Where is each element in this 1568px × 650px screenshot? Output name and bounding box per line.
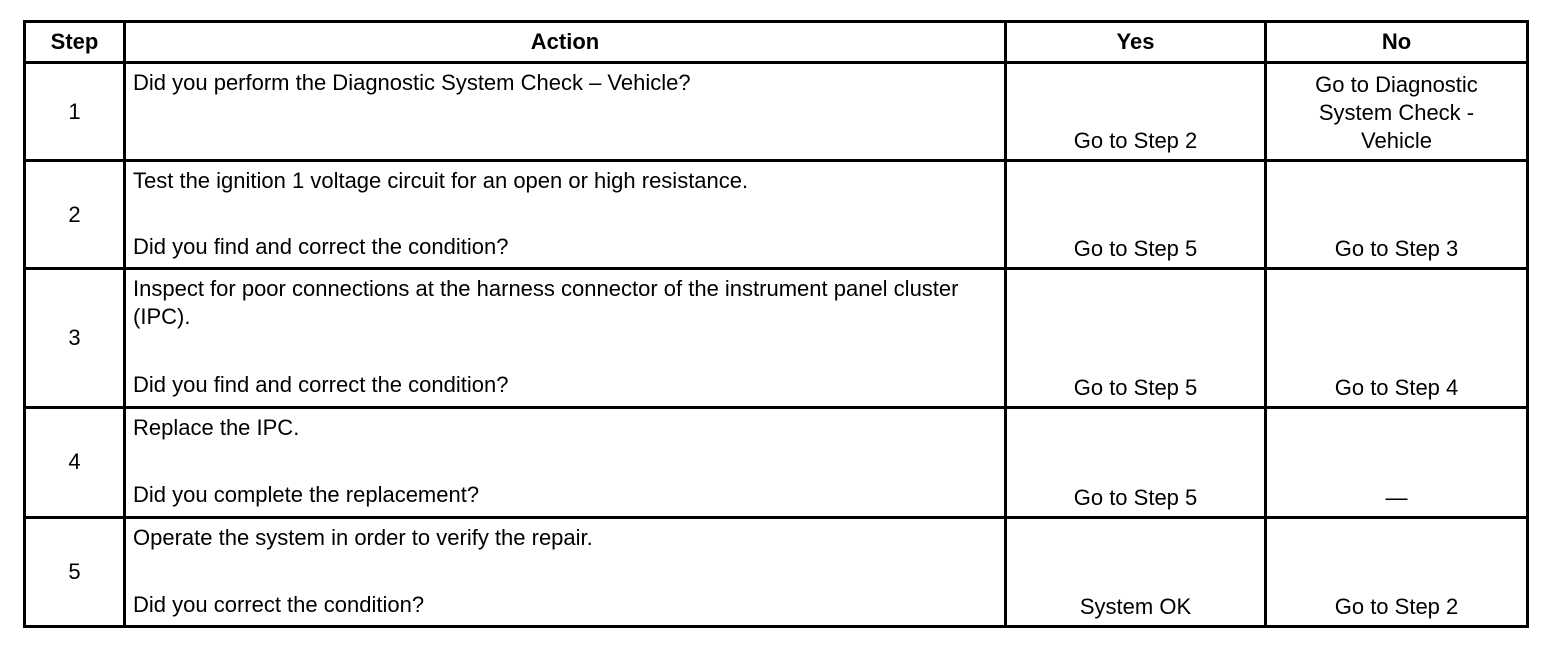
no-result: — xyxy=(1266,408,1528,517)
action-question: Did you find and correct the condition? xyxy=(133,372,509,398)
table-row xyxy=(25,269,1528,408)
action-text: Replace the IPC. xyxy=(133,415,300,441)
action-question: Did you complete the replacement? xyxy=(133,482,480,508)
action-cell xyxy=(125,408,1006,517)
diagnostic-table xyxy=(23,20,1529,628)
step-number: 5 xyxy=(25,517,125,626)
action-text: Operate the system in order to verify the repair. xyxy=(133,524,593,550)
no-result: Go to Step 2 xyxy=(1266,517,1528,626)
yes-result: Go to Step 5 xyxy=(1006,408,1266,517)
action-cell xyxy=(125,269,1006,408)
header-yes: Yes xyxy=(1006,22,1266,63)
yes-result: Go to Step 2 xyxy=(1006,63,1266,161)
step-number: 2 xyxy=(25,161,125,269)
yes-result: Go to Step 5 xyxy=(1006,269,1266,408)
yes-result: Go to Step 5 xyxy=(1006,161,1266,269)
action-text: Test the ignition 1 voltage circuit for an open or high resistance. xyxy=(133,168,749,194)
action-text: Did you perform the Diagnostic System Check – Vehicle? xyxy=(133,70,691,95)
table-row xyxy=(25,63,1528,161)
table-header-row xyxy=(25,22,1528,63)
action-cell xyxy=(125,63,1006,161)
action-text: Inspect for poor connections at the harness connector of the instrument panel cluster (IPC). xyxy=(133,276,959,330)
yes-result: System OK xyxy=(1006,517,1266,626)
action-cell xyxy=(125,161,1006,269)
table-row xyxy=(25,517,1528,626)
no-result-text: Go to Diagnostic System Check - Vehicle xyxy=(1315,72,1478,154)
table-row xyxy=(25,161,1528,269)
header-no: No xyxy=(1266,22,1528,63)
step-number: 1 xyxy=(25,63,125,161)
step-number: 4 xyxy=(25,408,125,517)
table-row xyxy=(25,408,1528,517)
no-result: Go to Step 3 xyxy=(1266,161,1528,269)
step-number: 3 xyxy=(25,269,125,408)
header-step: Step xyxy=(25,22,125,63)
header-action: Action xyxy=(125,22,1006,63)
no-result xyxy=(1266,63,1528,161)
no-result: Go to Step 4 xyxy=(1266,269,1528,408)
action-question: Did you find and correct the condition? xyxy=(133,234,509,260)
action-cell xyxy=(125,517,1006,626)
action-question: Did you correct the condition? xyxy=(133,591,425,617)
